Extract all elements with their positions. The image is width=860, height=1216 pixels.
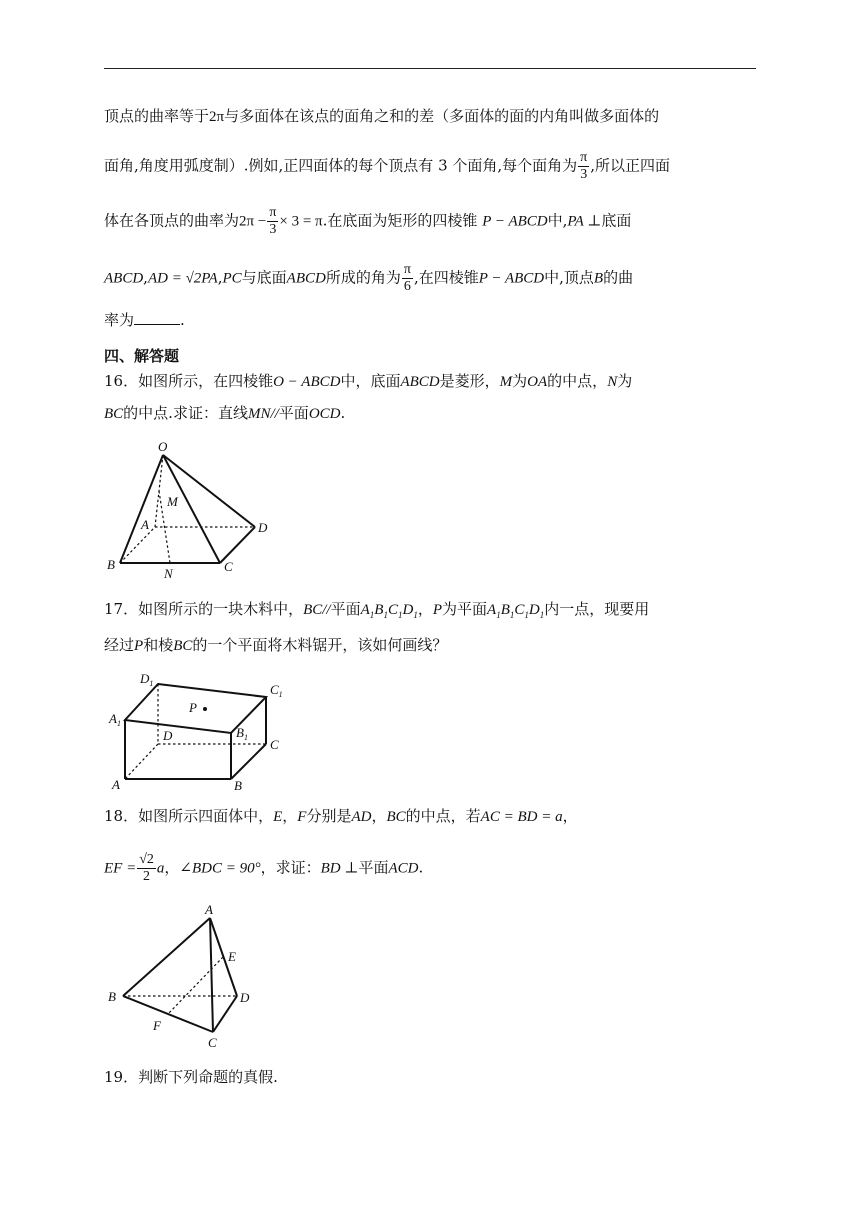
- p15-line-3: 体在各顶点的曲率为2π − $\frac{\pi}{3}$ × 3 = π.在底面为矩形的四棱锥 P − ABCD中,PA ⊥底面: [104, 205, 632, 237]
- label-C: C: [224, 559, 233, 574]
- q17-line-1: 17．如图所示的一块木料中，BC//平面$A_1B_1C_1D_1$，P为平面$A_1B_1C_1D_1$内一点，现要用: [104, 600, 650, 620]
- label-E: E: [228, 949, 236, 964]
- label-D: D: [163, 728, 173, 743]
- label-B1: $B_1$: [236, 725, 248, 742]
- label-O: O: [158, 439, 168, 454]
- label-N: N: [164, 566, 173, 581]
- edge-AC: [210, 918, 213, 1032]
- label-B: B: [234, 778, 242, 793]
- label-D1: $D_1$: [140, 671, 154, 688]
- segment-EF: [168, 957, 223, 1014]
- q16-line-1: 16．如图所示，在四棱锥O − ABCD中，底面ABCD是菱形，M为OA的中点，N为: [104, 372, 633, 390]
- fraction: $\frac{\pi}{3}$: [269, 205, 277, 237]
- plane-name: $A_1B_1C_1D_1$: [360, 602, 418, 620]
- q17-line-2: 经过P和棱BC的一个平面将木料锯开，该如何画线？: [104, 636, 448, 654]
- q18-line-1: 18．如图所示四面体中，E，F分别是AD，BC的中点，若AC = BD = a，: [104, 807, 578, 825]
- q19-line: 19．判断下列命题的真假.: [104, 1068, 278, 1086]
- label-A: A: [205, 902, 213, 917]
- label-C1: $C_1$: [270, 682, 283, 699]
- label-C: C: [270, 737, 279, 752]
- label-D: D: [258, 520, 268, 535]
- section-heading: 四、解答题: [104, 347, 180, 365]
- label-C: C: [208, 1035, 217, 1050]
- fraction: $\frac{\pi}{6}$: [403, 262, 411, 294]
- label-A: A: [141, 517, 149, 532]
- label-D: D: [240, 990, 250, 1005]
- q16-line-2: BC的中点.求证：直线MN//平面OCD.: [104, 404, 346, 422]
- label-B: B: [107, 557, 115, 572]
- edge-CD: [213, 996, 237, 1032]
- label-M: M: [167, 494, 178, 509]
- label-F: F: [153, 1018, 161, 1033]
- label-B: B: [108, 989, 116, 1004]
- label-P: P: [189, 700, 197, 715]
- edge-AB: [123, 918, 210, 996]
- p15-line-4: ABCD,AD = √2PA,PC与底面ABCD所成的角为 $\frac{\pi}{6}$ ,在四棱锥P − ABCD中,顶点B的曲: [104, 262, 634, 294]
- q18-line-2: EF = $\frac{√2}{2}$ a，∠BDC = 90°，求证：BD ⊥平面ACD.: [104, 852, 424, 884]
- label-A1: $A_1$: [109, 711, 121, 728]
- p15-line-2: 面角,角度用弧度制）.例如,正四面体的每个顶点有 3 个面角,每个面角为 $\frac{\pi}{3}$ ,所以正四面: [104, 150, 671, 182]
- edge-BC: [123, 996, 213, 1032]
- p15-line-5: 率为 .: [104, 311, 185, 329]
- fraction: $\frac{\pi}{3}$: [580, 150, 588, 182]
- label-A: A: [112, 777, 120, 792]
- plane-name: $A_1B_1C_1D_1$: [487, 602, 545, 620]
- p15-line-1: 顶点的曲率等于2π与多面体在该点的面角之和的差（多面体的面的内角叫做多面体的: [104, 107, 660, 125]
- fraction: $\frac{√2}{2}$: [139, 852, 154, 884]
